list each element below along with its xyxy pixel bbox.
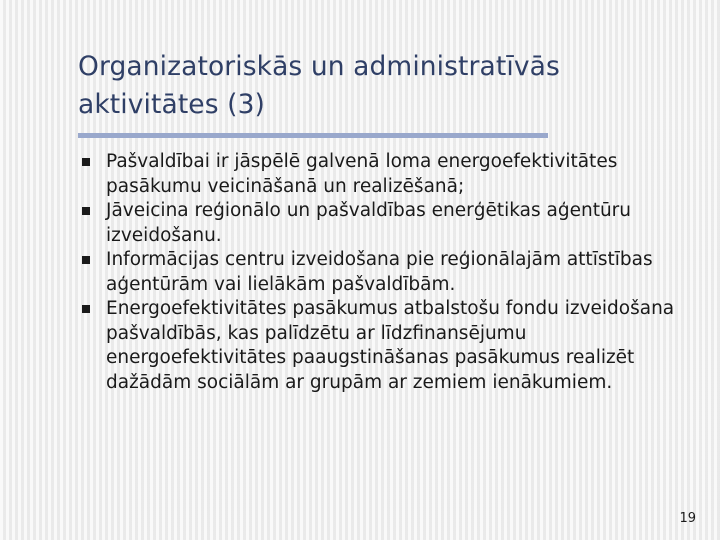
square-bullet-icon [82, 207, 90, 215]
bullet-item [80, 297, 690, 395]
bullet-text: Jāveicina reģionālo un pašvaldības enerģētikas aģentūru izveidošanu. [106, 200, 632, 246]
bullet-text: Energoefektivitātes pasākumus atbalstošu fondu izveidošana pašvaldībās, kas palīdzētu ar līdzfinansējumu energoefektivitātes paaugstināšanas pasākumus realizēt dažādām sociālām ar grupām ar zemiem ienākumiem. [106, 298, 675, 393]
page-number: 19 [679, 511, 696, 526]
bullet-list [80, 150, 690, 395]
title-underline [78, 133, 548, 138]
slide-title: Organizatoriskās un administratīvās aktivitātes (3) [78, 51, 560, 120]
bullet-item [80, 248, 690, 297]
square-bullet-icon [82, 256, 90, 264]
bullet-text: Pašvaldībai ir jāspēlē galvenā loma energoefektivitātes pasākumu veicināšanā un realizēšanā; [106, 151, 618, 197]
bullet-text: Informācijas centru izveidošana pie reģionālajām attīstības aģentūrām vai lielākām pašvaldībām. [106, 249, 653, 295]
bullet-item [80, 199, 690, 248]
bullet-item [80, 150, 690, 199]
square-bullet-icon [82, 158, 90, 166]
square-bullet-icon [82, 305, 90, 313]
